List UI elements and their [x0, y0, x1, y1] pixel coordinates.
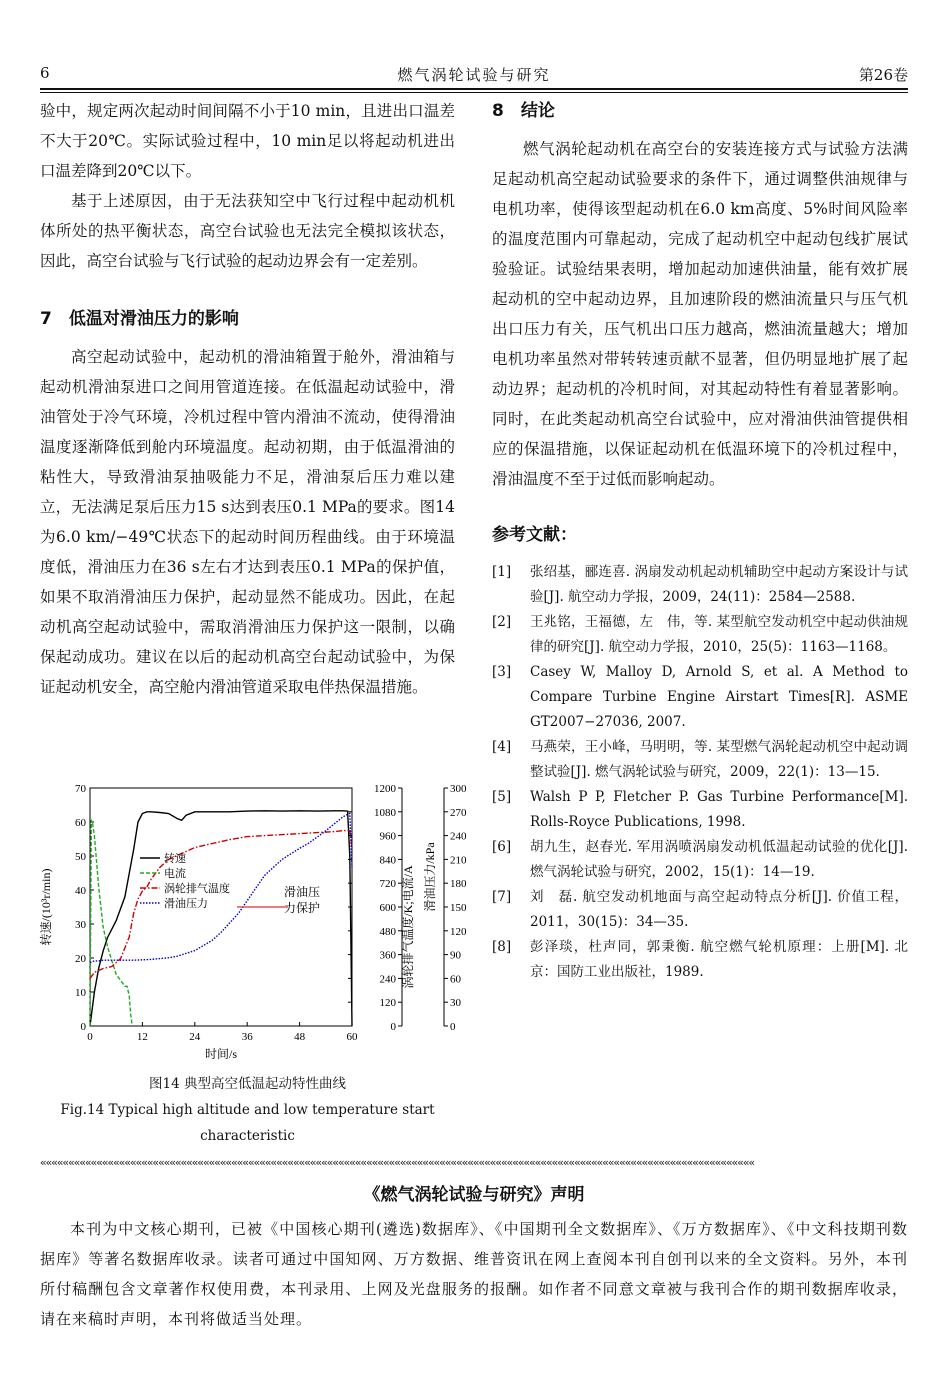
series-line-1 — [90, 820, 134, 1026]
header-rule-thin — [40, 92, 908, 93]
reference-item — [492, 610, 908, 660]
notice-title: 《燃气涡轮试验与研究》声明 — [363, 1185, 585, 1205]
y-right2-tick-label: 30 — [450, 997, 461, 1010]
journal-name: 燃气涡轮试验与研究 — [397, 66, 551, 84]
y-right2-axis-label: 滑油压力/kPa — [423, 842, 437, 912]
x-tick-label: 0 — [87, 1031, 93, 1043]
reference-number: [4] — [492, 739, 512, 755]
y-right1-axis-label: 涡轮排气温度/K;电流/A — [401, 865, 415, 989]
reference-number: [5] — [492, 789, 512, 805]
figure-14-chart — [39, 770, 467, 1070]
paragraph-continuation: 验中，规定两次起动时间间隔不小于10 min，且进出口温差不大于20℃。实际试验过程中，10 min足以将起动机进出口温差降到20℃以下。 — [40, 102, 455, 180]
y-right2-tick-label: 240 — [450, 830, 467, 843]
legend-label-2: 涡轮排气温度 — [164, 883, 230, 895]
y-right1-tick-label: 600 — [379, 902, 396, 914]
decorative-separator: ««««««««««««««««««««««««««««««««««««««««««««««««««««««««««««««««««««««««««««««««««««««««««««««««««««««««««««««««««««««««««««««« — [40, 1156, 755, 1169]
reference-item — [492, 560, 908, 610]
reference-item — [492, 885, 908, 935]
legend-label-1: 电流 — [164, 868, 186, 880]
reference-item — [492, 835, 908, 885]
y-left-tick-label: 60 — [75, 817, 86, 829]
reference-number: [6] — [492, 839, 512, 855]
annotation-line-1: 滑油压 — [284, 885, 321, 899]
legend-label-3: 滑油压力 — [164, 898, 208, 910]
y-right2-tick-label: 90 — [450, 949, 461, 962]
figure-caption-cn: 图14 典型高空低温起动特性曲线 — [149, 1076, 346, 1092]
x-tick-label: 24 — [189, 1031, 201, 1043]
y-right1-tick-label: 720 — [379, 878, 396, 891]
y-right1-tick-label: 960 — [379, 830, 396, 843]
x-tick-label: 36 — [241, 1031, 253, 1043]
section-7-title: 7 低温对滑油压力的影响 — [40, 309, 239, 329]
y-right2-tick-label: 0 — [450, 1021, 456, 1033]
x-tick-label: 12 — [136, 1031, 148, 1043]
legend-label-0: 转速 — [164, 853, 186, 865]
y-right1-tick-label: 240 — [379, 973, 396, 986]
series-line-0 — [90, 811, 352, 1026]
reference-text: 王兆铭，王福德，左 伟，等. 某型航空发动机空中起动供油规律的研究[J]. 航空动力学报，2010，25(5)：1163—1168。 — [530, 614, 908, 655]
y-right1-tick-label: 360 — [379, 949, 396, 962]
reference-text: Casey W, Malloy D, Arnold S, et al. A Method to Compare Turbine Engine Airstart Times[R]. ASME GT2007−27036, 2007. — [530, 664, 908, 730]
y-left-tick-label: 70 — [75, 783, 86, 795]
reference-number: [3] — [492, 664, 512, 680]
right-column — [492, 96, 908, 985]
y-right2-tick-label: 180 — [450, 878, 467, 891]
reference-text: 刘 磊. 航空发动机地面与高空起动特点分析[J]. 价值工程，2011，30(15)：34—35. — [530, 889, 908, 930]
left-column — [40, 96, 455, 702]
x-tick-label: 60 — [346, 1031, 358, 1043]
header-rule-thick — [40, 88, 908, 90]
y-right1-tick-label: 1080 — [374, 806, 396, 819]
y-right1-tick-label: 840 — [379, 854, 396, 867]
reference-number: [8] — [492, 939, 512, 955]
y-left-axis-label: 转速/(10³r/min) — [39, 868, 53, 946]
reference-list — [492, 560, 908, 985]
y-left-tick-label: 10 — [75, 987, 86, 999]
reference-text: 张绍基，郦连喜. 涡扇发动机起动机辅助空中起动方案设计与试验[J]. 航空动力学报，2009，24(11)：2584—2588. — [530, 564, 908, 605]
y-left-tick-label: 30 — [75, 919, 86, 931]
notice-body: 本刊为中文核心期刊，已被《中国核心期刊(遴选)数据库》、《中国期刊全文数据库》、《万方数据库》、《中文科技期刊数据库》等著名数据库收录。读者可通过中国知网、万方数据、维普资讯在网上查阅本刊自创刊以来的全文资料。另外，本刊所付稿酬包含文章著作权使用费，本刊录用、上网及光盘服务的报酬。如作者不同意文章被与我刊合作的期刊数据库收录，请在来稿时声明，本刊将做适当处理。 — [40, 1220, 908, 1328]
y-right2-tick-label: 270 — [450, 806, 467, 819]
reference-number: [7] — [492, 889, 512, 905]
reference-number: [2] — [492, 614, 512, 630]
paragraph-low-temp-oil: 高空起动试验中，起动机的滑油箱置于舱外，滑油箱与起动机滑油泵进口之间用管道连接。在低温起动试验中，滑油管处于冷气环境，冷机过程中管内滑油不流动，使得滑油温度逐渐降低到舱内环境温度。起动初期，由于低温滑油的粘性大，导致滑油泵抽吸能力不足，滑油泵后压力难以建立，无法满足泵后压力15 s达到表压0.1 MPa的要求。图14为6.0 km/−49℃状态下的起动时间历程曲线。由于环境温度低，滑油压力在36 s左右才达到表压0.1 MPa的保护值，如果不取消滑油压力保护，起动显然不能成功。因此，在起动机高空起动试验中，需取消滑油压力保护这一限制，以确保起动成功。建议在以后的起动机高空台起动试验中，为保证起动机安全，高空舱内滑油管道采取电伴热保温措施。 — [40, 348, 455, 696]
volume-label: 第26卷 — [858, 66, 908, 84]
y-right2-tick-label: 60 — [450, 973, 461, 986]
y-left-tick-label: 40 — [75, 885, 86, 897]
section-8-title: 8 结论 — [492, 101, 555, 121]
paragraph-conclusion: 燃气涡轮起动机在高空台的安装连接方式与试验方法满足起动机高空起动试验要求的条件下，通过调整供油规律与电机功率，使得该型起动机在6.0 km高度、5%时间风险率的温度范围内可靠起动，完成了起动机空中起动包线扩展试验验证。试验结果表明，增加起动加速供油量，能有效扩展起动机的空中起动边界，且加速阶段的燃油流量只与压气机出口压力有关，压气机出口压力越高，燃油流量越大；增加电机功率虽然对带转转速贡献不显著，但仍明显地扩展了起动边界；起动机的冷机时间，对其起动特性有着显著影响。同时，在此类起动机高空台试验中，应对滑油供油管提供相应的保温措施，以保证起动机在低温环境下的冷机过程中，滑油温度不至于过低而影响起动。 — [492, 140, 908, 488]
reference-text: 马燕荣，王小峰，马明明，等. 某型燃气涡轮起动机空中起动调整试验[J]. 燃气涡轮试验与研究，2009，22(1)：13—15. — [530, 739, 908, 780]
y-right2-tick-label: 210 — [450, 854, 467, 867]
y-left-tick-label: 0 — [80, 1021, 86, 1033]
y-right1-tick-label: 1200 — [374, 783, 396, 795]
reference-item — [492, 785, 908, 835]
y-right2-tick-label: 300 — [450, 783, 467, 795]
reference-number: [1] — [492, 564, 512, 580]
running-header — [40, 62, 908, 86]
annotation-line-2: 力保护 — [284, 901, 321, 915]
y-right2-tick-label: 150 — [450, 902, 467, 914]
figure-caption-en-1: Fig.14 Typical high altitude and low temperature start — [60, 1102, 435, 1118]
reference-text: 胡九生，赵春光. 军用涡喷涡扇发动机低温起动试验的优化[J]. 燃气涡轮试验与研究，2002，15(1)：14—19. — [530, 839, 908, 880]
y-right1-tick-label: 480 — [379, 925, 396, 938]
page-number: 6 — [40, 64, 50, 82]
x-tick-label: 48 — [294, 1031, 306, 1043]
y-left-tick-label: 50 — [75, 851, 86, 863]
reference-item — [492, 735, 908, 785]
chart-svg — [39, 770, 467, 1070]
y-right1-tick-label: 0 — [390, 1021, 396, 1033]
y-left-tick-label: 20 — [75, 953, 86, 965]
reference-text: Walsh P P, Fletcher P. Gas Turbine Performance[M]. Rolls-Royce Publications, 1998. — [530, 789, 908, 830]
reference-item — [492, 935, 908, 985]
references-title: 参考文献： — [492, 525, 577, 545]
y-right1-tick-label: 120 — [379, 997, 396, 1010]
reference-text: 彭泽琰，杜声同，郭秉衡. 航空燃气轮机原理：上册[M]. 北京：国防工业出版社，1989. — [530, 939, 908, 980]
figure-caption-en-2: characteristic — [200, 1128, 295, 1144]
paragraph-reasons: 基于上述原因，由于无法获知空中飞行过程中起动机机体所处的热平衡状态，高空台试验也无法完全模拟该状态，因此，高空台试验与飞行试验的起动边界会有一定差别。 — [40, 192, 455, 270]
reference-item — [492, 660, 908, 735]
x-axis-label: 时间/s — [204, 1047, 238, 1061]
y-right2-tick-label: 120 — [450, 925, 467, 938]
